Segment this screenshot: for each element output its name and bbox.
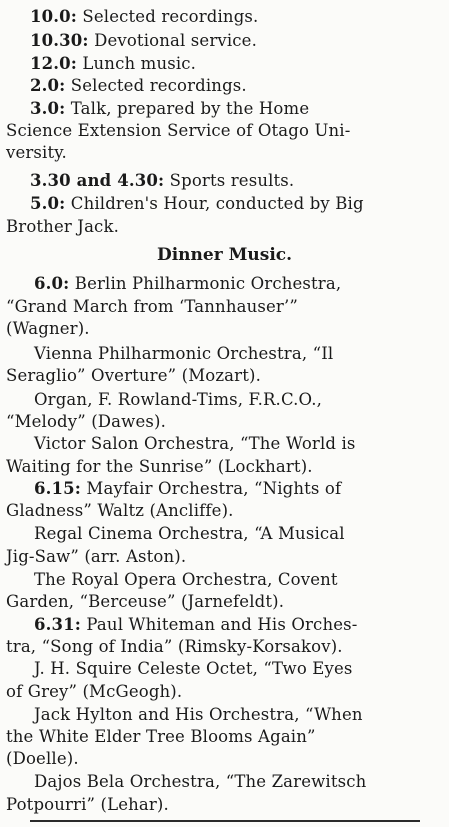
time-label: 6.0: [34,274,70,293]
dinner-line [34,478,443,500]
dinner-line [34,704,443,726]
entry-text: Children's Hour, conducted by Big [65,194,364,213]
dinner-line [34,433,443,455]
entry-text: Devotional service. [88,31,257,50]
entry-text: versity. [6,143,67,162]
schedule-line [30,170,443,192]
time-label: 12.0: [30,54,78,73]
dinner-line [34,343,443,365]
schedule-line [30,53,443,75]
schedule-line [6,142,443,164]
entry-text: Victor Salon Orchestra, “The World is [34,434,356,453]
entry-text: Vienna Philharmonic Orchestra, “Il [34,344,334,363]
entry-text: Seraglio” Overture” (Mozart). [6,366,261,385]
schedule-line [30,6,443,28]
entry-text: Paul Whiteman and His Orches- [81,615,358,634]
entry-text: of Grey” (McGeogh). [6,682,183,701]
time-label: 6.15: [34,479,82,498]
entry-text: tra, “Song of India” (Rimsky-Korsakov). [6,637,343,656]
entry-text: Dajos Bela Orchestra, “The Zarewitsch [34,772,367,791]
dinner-line [6,411,443,433]
entry-text: Selected recordings. [65,76,247,95]
entry-text: Jack Hylton and His Orchestra, “When [34,705,363,724]
entry-text: (Doelle). [6,749,79,768]
schedule-line [6,216,443,238]
bottom-rule [30,820,420,822]
dinner-line [6,318,443,340]
dinner-line [6,500,443,522]
entry-text: “Melody” (Dawes). [6,412,166,431]
entry-text: Science Extension Service of Otago Uni- [6,121,351,140]
dinner-line [34,569,443,591]
dinner-line [34,771,443,793]
time-label: 10.0: [30,7,78,26]
time-label: 2.0: [30,76,66,95]
dinner-line [6,794,443,816]
dinner-line [6,681,443,703]
entry-text: the White Elder Tree Blooms Again” [6,727,316,746]
entry-text: The Royal Opera Orchestra, Covent [34,570,338,589]
entry-text: Lunch music. [77,54,197,73]
entry-text: Berlin Philharmonic Orchestra, [69,274,342,293]
dinner-line [6,636,443,658]
entry-text: Gladness” Waltz (Ancliffe). [6,501,234,520]
entry-text: Jig-Saw” (arr. Aston). [6,547,187,566]
dinner-line [6,365,443,387]
entry-text: Waiting for the Sunrise” (Lockhart). [6,457,313,476]
entry-text: Garden, “Berceuse” (Jarnefeldt). [6,592,285,611]
dinner-line [34,658,443,680]
dinner-line [6,296,443,318]
time-label: 10.30: [30,31,89,50]
schedule-line [30,98,443,120]
entry-text: Potpourri” (Lehar). [6,795,169,814]
entry-text: J. H. Squire Celeste Octet, “Two Eyes [34,659,353,678]
entry-text: “Grand March from ‘Tannhauser’” [6,297,298,316]
dinner-line [6,591,443,613]
schedule-line [30,75,443,97]
time-label: 3.30 and 4.30: [30,171,165,190]
entry-text: Mayfair Orchestra, “Nights of [81,479,342,498]
dinner-line [34,523,443,545]
dinner-line [34,614,443,636]
schedule-line [30,30,443,52]
entry-text: Sports results. [164,171,295,190]
entry-text: Brother Jack. [6,217,119,236]
dinner-line [34,389,443,411]
entry-text: Organ, F. Rowland-Tims, F.R.C.O., [34,390,323,409]
dinner-line [6,748,443,770]
dinner-line [6,546,443,568]
entry-text: Talk, prepared by the Home [65,99,310,118]
time-label: 6.31: [34,615,82,634]
time-label: 5.0: [30,194,66,213]
entry-text: (Wagner). [6,319,90,338]
dinner-line [6,456,443,478]
entry-text: Regal Cinema Orchestra, “A Musical [34,524,345,543]
schedule-line [30,193,443,215]
dinner-line [34,273,443,295]
time-label: 3.0: [30,99,66,118]
entry-text: Selected recordings. [77,7,259,26]
dinner-line [6,726,443,748]
dinner-music-heading: Dinner Music. [156,245,293,265]
schedule-line [6,120,443,142]
